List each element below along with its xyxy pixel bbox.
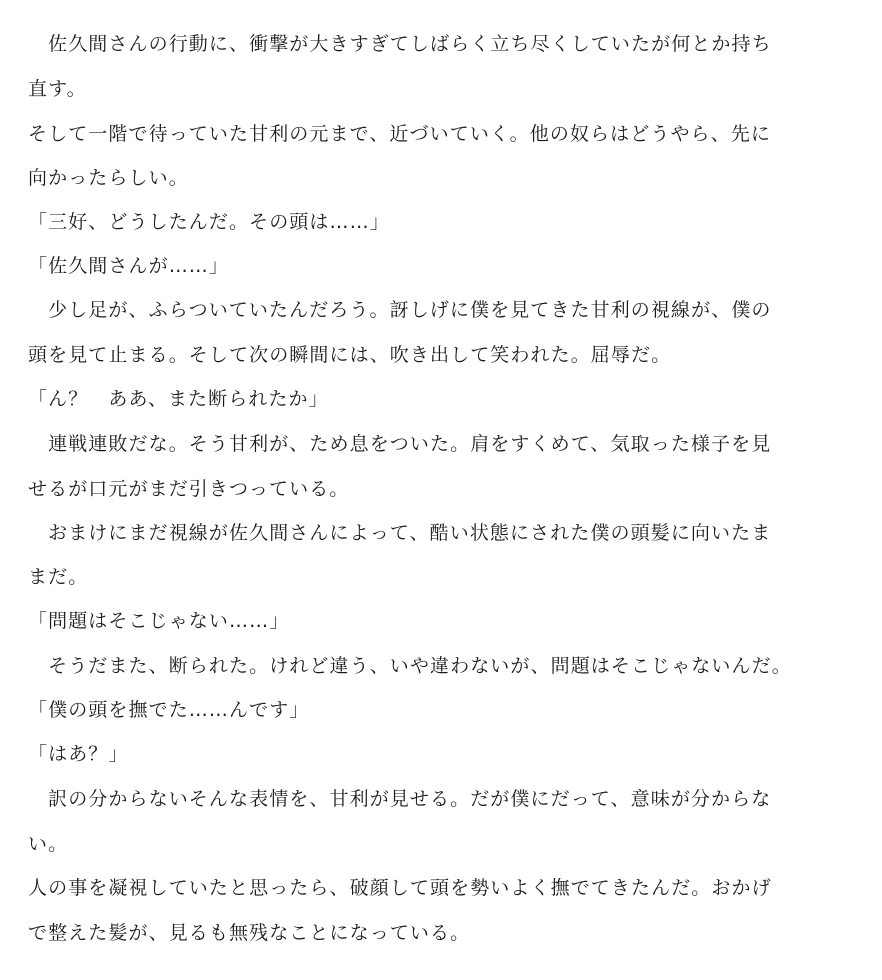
- text-line-5: 「三好、どうしたんだ。その頭は……」: [28, 211, 390, 233]
- text-line-8: 頭を見て止まる。そして次の瞬間には、吹き出して笑われた。屈辱だ。: [28, 344, 672, 366]
- text-line-17: 「はあ？」: [28, 743, 129, 765]
- text-line-2: 直す。: [28, 78, 87, 100]
- text-line-19: い。: [28, 833, 69, 855]
- text-line-6: 「佐久間さんが……」: [28, 255, 230, 277]
- text-line-21: で整えた髪が、見るも無残なことになっている。: [28, 922, 471, 944]
- text-line-20: 人の事を凝視していたと思ったら、破顔して頭を勢いよく撫でてきたんだ。おかげ: [28, 877, 772, 899]
- text-line-7: 少し足が、ふらついていたんだろう。訝しげに僕を見てきた甘利の視線が、僕の: [28, 299, 772, 321]
- text-line-12: おまけにまだ視線が佐久間さんによって、酷い状態にされた僕の頭髪に向いたま: [28, 522, 772, 544]
- text-line-4: 向かったらしい。: [28, 167, 189, 189]
- text-line-10: 連戦連敗だな。そう甘利が、ため息をついた。肩をすくめて、気取った様子を見: [28, 433, 772, 455]
- text-line-3: そして一階で待っていた甘利の元まで、近づいていく。他の奴らはどうやら、先に: [28, 123, 771, 145]
- text-line-13: まだ。: [28, 566, 89, 588]
- text-line-15: そうだまた、断られた。けれど違う、いや違わないが、問題はそこじゃないんだ。: [28, 655, 792, 677]
- text-line-18: 訳の分からないそんな表情を、甘利が見せる。だが僕にだって、意味が分からな: [28, 788, 772, 810]
- text-line-1: 佐久間さんの行動に、衝撃が大きすぎてしばらく立ち尽くしていたが何とか持ち: [28, 33, 772, 55]
- text-line-16: 「僕の頭を撫でた……んです」: [28, 699, 310, 721]
- text-line-11: せるが口元がまだ引きつっている。: [28, 478, 350, 500]
- text-line-14: 「問題はそこじゃない……」: [28, 610, 290, 632]
- text-line-9: 「ん？ ああ、また断られたか」: [28, 388, 329, 410]
